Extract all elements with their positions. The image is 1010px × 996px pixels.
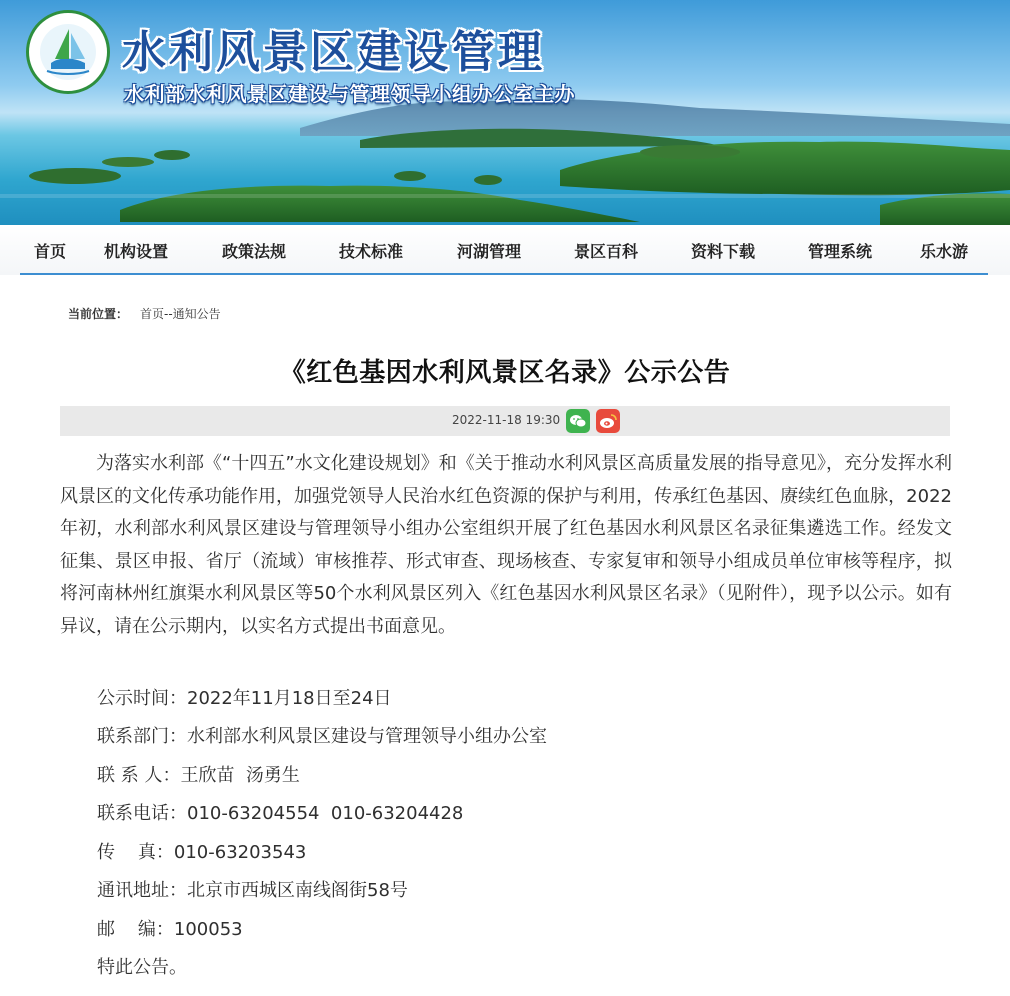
nav-item-home[interactable]: 首页 xyxy=(34,242,67,261)
nav-divider xyxy=(20,273,988,275)
info-announcement-period: 公示时间：2022年11月18日至24日 xyxy=(97,688,392,709)
info-phone: 联系电话：010-63204554 010-63204428 xyxy=(97,803,464,824)
national-water-park-logo[interactable] xyxy=(26,10,110,94)
header-banner xyxy=(0,0,1010,225)
breadcrumb-label: 当前位置： xyxy=(68,307,129,321)
nav-item-management-system[interactable]: 管理系统 xyxy=(808,242,873,261)
nav-item-rivers-lakes[interactable]: 河湖管理 xyxy=(457,242,522,261)
article-meta-bar xyxy=(60,406,950,436)
article-title: 《红色基因水利风景区名录》公示公告 xyxy=(279,358,731,388)
nav-item-encyclopedia[interactable]: 景区百科 xyxy=(574,242,639,261)
site-subtitle: 水利部水利风景区建设与管理领导小组办公室主办 xyxy=(124,82,575,106)
wechat-icon xyxy=(566,409,590,433)
breadcrumb xyxy=(68,305,221,322)
breadcrumb-path[interactable]: 首页--通知公告 xyxy=(140,307,221,321)
info-fax: 传 真：010-63203543 xyxy=(97,842,307,863)
info-contact-person: 联 系 人：王欣苗 汤勇生 xyxy=(97,765,300,786)
nav-item-policies[interactable]: 政策法规 xyxy=(222,242,287,261)
publish-date: 2022-11-18 19:30 xyxy=(452,413,561,427)
nav-item-organization[interactable]: 机构设置 xyxy=(104,242,169,261)
main-navigation xyxy=(0,225,1010,275)
closing-note: 特此公告。 xyxy=(97,957,187,978)
wechat-share-button[interactable] xyxy=(566,409,590,433)
weibo-icon xyxy=(596,409,620,433)
info-postcode: 邮 编：100053 xyxy=(97,919,243,940)
article-body: 为落实水利部《“十四五”水文化建设规划》和《关于推动水利风景区高质量发展的指导意见》，充分发挥水利风景区的文化传承功能作用，加强党领导人民治水红色资源的保护与利用，传承红色基因、赓续红色血脉，2022年初，水利部水利风景区建设与管理领导小组办公室组织开展了红色基因水利风景区名录征集遴选工作。经发文征集、景区申报、省厅（流域）审核推荐、形式审查、现场核查、专家复审和领导小组成员单位审核等程序，拟将河南林州红旗渠水利风景区等50个水利风景区列入《红色基因水利风景区名录》（见附件），现予以公示。如有异议，请在公示期内，以实名方式提出书面意见。 xyxy=(60,453,952,637)
weibo-share-button[interactable] xyxy=(596,409,620,433)
info-address: 通讯地址：北京市西城区南线阁街58号 xyxy=(97,880,408,901)
logo-emblem-icon xyxy=(29,13,107,91)
nav-item-standards[interactable]: 技术标准 xyxy=(339,242,404,261)
nav-item-downloads[interactable]: 资料下载 xyxy=(691,242,756,261)
nav-item-water-tourism[interactable]: 乐水游 xyxy=(920,242,969,261)
info-contact-department: 联系部门：水利部水利风景区建设与管理领导小组办公室 xyxy=(97,726,547,747)
site-title: 水利风景区建设管理 xyxy=(122,27,545,78)
